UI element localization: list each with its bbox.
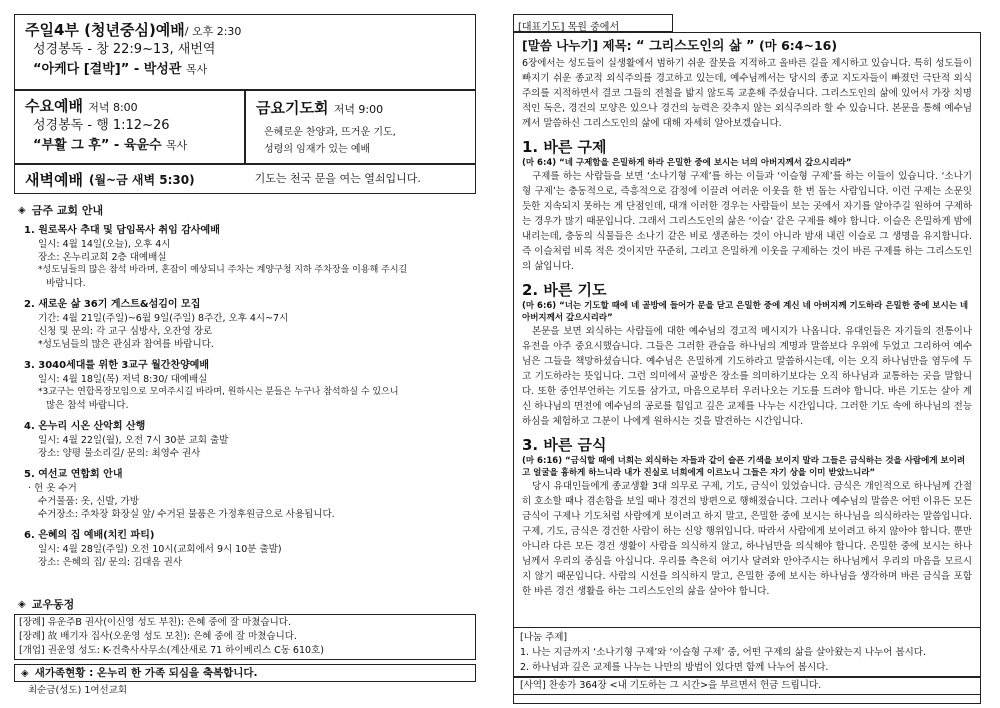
newfamily-names: 최순금(성도) 1여선교회 bbox=[28, 685, 128, 696]
news-item-line: 일시: 4월 22일(월), 오전 7시 30분 교회 출발 bbox=[38, 435, 229, 446]
point-verse: (마 6:6) “너는 기도할 때에 네 골방에 들어가 문을 닫고 은밀한 중에 계신 네 아버지께 기도하라 은밀한 중에 보시는 네 아버지께서 갚으시리라” bbox=[522, 301, 969, 323]
prayer-note: [대표기도] 목원 중에서 bbox=[518, 22, 620, 33]
diamond-icon: ◈ bbox=[18, 204, 26, 216]
moves-line: [개업] 권운영 성도: K-건축사사무소(계산새로 71 하이베리스 C동 610호) bbox=[19, 645, 324, 656]
service-sunday4-title: 주일4부 (청년중심)예배 bbox=[25, 21, 185, 39]
moves-section bbox=[14, 596, 476, 660]
sharing-question: 2. 하나님과 깊은 교제를 나누는 나만의 방법이 있다면 함께 나누어 봅시다. bbox=[520, 662, 829, 673]
news-item-line: *3교구는 연합목장모임으로 모여주시길 바라며, 원하시는 분들은 누구나 참석하실 수 있으니 bbox=[38, 387, 399, 397]
message-title: “ 그리스도인의 삶 ” bbox=[636, 39, 755, 54]
news-item-head: 6. 은혜의 집 예배(치킨 파티) bbox=[24, 530, 155, 541]
service-wednesday-sermon: “부활 그 후” bbox=[33, 138, 110, 153]
news-section-title: 금주 교회 안내 bbox=[31, 204, 104, 217]
news-item-line: 일시: 4월 14일(오늘), 오후 4시 bbox=[38, 239, 171, 250]
service-wednesday-sermon-line bbox=[25, 136, 234, 156]
closing-text: [사역] 찬송가 364장 <내 기도하는 그 시간>을 부르면서 헌금 드립니다. bbox=[520, 680, 822, 691]
service-friday-box bbox=[245, 90, 476, 164]
service-friday-title: 금요기도회 bbox=[256, 99, 329, 117]
service-sunday4-sermon: “아케다 [결박]” bbox=[33, 62, 130, 77]
diamond-icon: ◈ bbox=[18, 598, 26, 610]
service-wednesday-role: 목사 bbox=[166, 139, 188, 152]
service-friday-desc-1: 은혜로운 찬양과, 뜨거운 기도, bbox=[264, 127, 396, 138]
service-sunday4-role: 목사 bbox=[185, 63, 208, 76]
news-item-head: 1. 원로목사 추대 및 담임목사 취임 감사예배 bbox=[24, 225, 220, 236]
point-title: 3. 바른 금식 bbox=[522, 436, 607, 454]
news-item-line: 수거물품: 옷, 신발, 가방 bbox=[38, 496, 139, 507]
service-wednesday-title-line bbox=[25, 95, 234, 116]
service-friday-desc-2: 성령의 임재가 있는 예배 bbox=[264, 144, 371, 155]
news-item bbox=[24, 359, 476, 412]
news-item bbox=[24, 420, 476, 460]
closing-box bbox=[513, 677, 981, 695]
service-wednesday-time: 저녁 8:00 bbox=[88, 101, 138, 114]
service-dawn-desc: 기도는 천국 문을 여는 열쇠입니다. bbox=[254, 172, 421, 185]
service-friday-title-line bbox=[256, 97, 465, 118]
service-sunday4-title-line bbox=[25, 19, 465, 40]
message-title-label: [말씀 나누기] 제목: bbox=[522, 38, 632, 53]
news-section bbox=[14, 202, 476, 577]
point-verse: (마 6:4) “네 구제함을 은밀하게 하라 은밀한 중에 보시는 너의 아버지께서 갚으시리라” bbox=[522, 158, 852, 168]
message-box bbox=[513, 32, 981, 704]
moves-line: [장례] 故 배기자 집사(오운영 성도 모친): 은혜 중에 잘 마쳤습니다. bbox=[19, 631, 297, 642]
service-wednesday-title: 수요예배 bbox=[25, 97, 83, 115]
news-item-line: 신청 및 문의: 각 교구 심방사, 오잔영 장로 bbox=[38, 326, 213, 337]
message-reference: (마 6:4~16) bbox=[758, 38, 838, 53]
point-body: 구제를 하는 사람들을 보면 ‘소나기형 구제’를 하는 이들과 ‘이슬형 구제’를 하는 이들이 있습니다. ‘소나기형 구제’는 충동적으로, 즉흥적으로 감정에 이끌려 여러운 이웃을 한 번 돕는 사람입니다. 이런 구제는 소문잇듯한 지속되지 못하는 게 단점인데, 대개 이러한 경우는 사람들이 보는 곳에서 자기를 알아주길 원하여 구제하는 경우가 많기 때문입니다. 그래서 그리스도인의 삶은 ‘이슬’ 같은 구제를 해야 합니다. 이슬은 은밀하게 밤에 내리는데, 충동의 식물들은 소나기 같은 비로 생존하는 것이 아니라 밤새 내린 이슬로 그 생명을 유지합니다. 즉 이슬처럼 비록 적은 것이지만 꾸준히, 그리고 은밀하게 이웃을 구제하는 것이 바른 구제를 하는 그리스도인의 삶입니다. bbox=[522, 171, 972, 272]
news-item-line: 장소: 온누리교회 2층 대예배실 bbox=[38, 252, 167, 263]
service-wednesday-scripture: 성경봉독 - 행 1:12~26 bbox=[33, 118, 170, 133]
moves-title: 교우동정 bbox=[31, 598, 75, 611]
news-item-head: 4. 온누리 시온 산악회 산행 bbox=[24, 421, 146, 432]
news-item-line: · 헌 옷 수거 bbox=[28, 483, 77, 494]
prayer-note-box bbox=[513, 14, 673, 32]
news-section-title-line bbox=[18, 202, 476, 218]
service-dawn-title: 새벽예배 bbox=[25, 170, 83, 189]
news-item-line: 기간: 4월 21일(주일)~6월 9일(주일) 8주간, 오후 4시~7시 bbox=[38, 313, 289, 324]
service-sunday4-box bbox=[14, 14, 476, 90]
moves-line: [장례] 유운주B 권사(이신영 성도 부친): 은혜 중에 잘 마쳤습니다. bbox=[19, 617, 291, 628]
point-body: 본문을 보면 외식하는 사람들에 대한 예수님의 경고적 메시지가 나옵니다. 유대인들은 자기들의 전통이나 유전을 아주 중요시했습니다. 그들은 그러한 관습을 하나님의 계명과 말씀보다 우위에 두었고 그리하여 예수님은 그들을 책망하셨습니다. 예수님은 은밀하게 기도하라고 말씀하시는데, 이는 오직 하나님만을 염두에 두고 기도하라는 뜻입니다. 그런 의미에서 골방은 장소를 의미하기보다는 오직 하나님과 교통하는 곳을 말합니다. 또한 중언부언하는 기도를 삼가고, 마음으로부터 우러나오는 기도를 드려야 합니다. 바른 기도는 살아 계신 하나님의 면전에 예수님의 공로를 힘입고 깊은 교제를 나누는 시간입니다. 그러한 기도 속에 하나님의 전능하심을 체험하고 그분이 나에게 원하시는 것을 발견하는 시간입니다. bbox=[522, 326, 972, 427]
service-dawn-box bbox=[14, 164, 476, 194]
news-item-line: 장소: 양평 물소리길/ 문의: 최영수 권사 bbox=[38, 448, 201, 459]
point-title: 2. 바른 기도 bbox=[522, 281, 607, 299]
service-sunday4-sermon-line bbox=[25, 60, 465, 80]
service-wednesday-box bbox=[14, 90, 245, 164]
service-sunday4-preacher: - 박성관 bbox=[133, 62, 182, 77]
service-sunday4-scripture: 성경봉독 - 창 22:9~13, 새번역 bbox=[33, 42, 216, 57]
sharing-title: [나눔 주제] bbox=[520, 632, 568, 643]
news-item-line: 일시: 4월 18일(목) 저녁 8:30/ 대예배실 bbox=[38, 374, 208, 385]
diamond-icon: ◈ bbox=[21, 667, 29, 679]
point-verse: (마 6:16) “금식할 때에 너희는 외식하는 자들과 같이 슬픈 기색을 보이지 말라 그들은 금식하는 것을 사람에게 보이려고 얼굴을 흉하게 하느니라 내가 진실로 너희에게 이르노니 그들은 자기 상을 이미 받았느니라” bbox=[522, 456, 966, 478]
news-item-line: *성도님들의 많은 참석 바라며, 혼잡이 예상되니 주차는 계양구청 지하 주차장을 이용해 주시길 bbox=[38, 265, 408, 275]
message-intro: 6장에서는 성도들이 실생활에서 범하기 쉬운 잘못을 지적하고 올바른 길을 제시하고 있습니다. 특히 성도들이 빠지기 쉬운 종교적 외식주의를 경고하고 있는데, 예수님께서는 당시의 종교 지도자들이 빠졌던 극단적 외식주의를 지적하면서 결코 그들의 전철을 밟지 않도록 교훈해 주셨습니다. 그리스도인의 삶에 있어서 가장 치명적인 독은, 경건의 모양은 있으나 경건의 능력은 갖추지 않는 외식주의라 할 수 있습니다. 본문을 통해 예수님께서 말씀하신 그리스도인의 삶에 대해 자세히 알아보겠습니다. bbox=[522, 58, 972, 129]
news-item bbox=[24, 298, 476, 351]
sharing-question: 1. 나는 지금까지 ‘소나기형 구제’와 ‘이슬형 구제’ 중, 어떤 구제의 삶을 살아왔는지 나누어 봅시다. bbox=[520, 647, 926, 658]
news-item-line: *성도님들의 많은 관심과 참여를 바랍니다. bbox=[38, 339, 214, 350]
news-item-line: 수거장소: 주차장 화장실 앞/ 수거된 물품은 가정후원금으로 사용됩니다. bbox=[38, 509, 335, 520]
news-item-line: 장소: 은혜의 집/ 문의: 김대음 권사 bbox=[38, 557, 183, 568]
news-item bbox=[24, 529, 476, 569]
news-item-head: 3. 3040세대를 위한 3교구 월간찬양예배 bbox=[24, 360, 210, 371]
service-wednesday-preacher: - 육윤수 bbox=[113, 138, 162, 153]
service-friday-time: 저녁 9:00 bbox=[333, 103, 384, 116]
news-item-line: 일시: 4월 28일(주일) 오전 10시(교회에서 9시 10분 출발) bbox=[38, 544, 282, 555]
sharing-box bbox=[513, 627, 981, 677]
message-title-line bbox=[522, 37, 972, 56]
service-sunday4-time: / 오후 2:30 bbox=[184, 25, 242, 38]
news-item bbox=[24, 468, 476, 521]
news-item-line: 바랍니다. bbox=[46, 278, 86, 289]
news-item bbox=[24, 224, 476, 290]
news-item-line: 많은 참석 바랍니다. bbox=[46, 400, 129, 411]
news-item-head: 5. 여선교 연합회 안내 bbox=[24, 469, 123, 480]
newfamily-title: 새가족현황 : 온누리 한 가족 되심을 축복합니다. bbox=[34, 667, 258, 679]
point-title: 1. 바른 구제 bbox=[522, 138, 607, 156]
news-item-head: 2. 새로운 삶 36기 게스트&섬김이 모집 bbox=[24, 299, 201, 310]
newfamily-box bbox=[14, 664, 476, 682]
point-body: 당시 유대인들에게 종교생활 3대 의무로 구제, 기도, 금식이 있었습니다. 금식은 개인적으로 하나님께 간절히 호소할 때나 겸손함을 보일 때나 경건의 방편으로 행해졌습니다. 그러나 예수님의 말씀은 어떤 이유든 모든 금식이 구제나 기도처럼 사람에게 보이려고 하지 말고, 은밀한 중에 보시는 하나님을 의식하라는 말씀입니다. 구제, 기도, 금식은 경건한 사람이 하는 신앙 행위입니다. 따라서 사람에게 보이려고 하지 않아야 합니다. 뿐만 아니라 다른 모든 경건 생활이 사람을 의식하지 않고, 하나님만을 의식해야 합니다. 은밀한 중에 보시는 하나님께서 우리의 중심을 아십니다. 우리를 측은히 여기사 달려와 안아주시는 하나님께서 우리의 마음을 모르시지 않기 때문입니다. 사람의 시선을 의식하지 말고, 은밀한 중에 보시는 하나님을 생각하며 바른 금식을 포함한 바른 경건 생활을 하는 그리스도인의 삶을 살아야 합니다. bbox=[522, 481, 972, 597]
moves-box bbox=[14, 614, 476, 660]
service-dawn-time: (월~금 새벽 5:30) bbox=[88, 172, 195, 187]
moves-title-line bbox=[18, 596, 476, 612]
